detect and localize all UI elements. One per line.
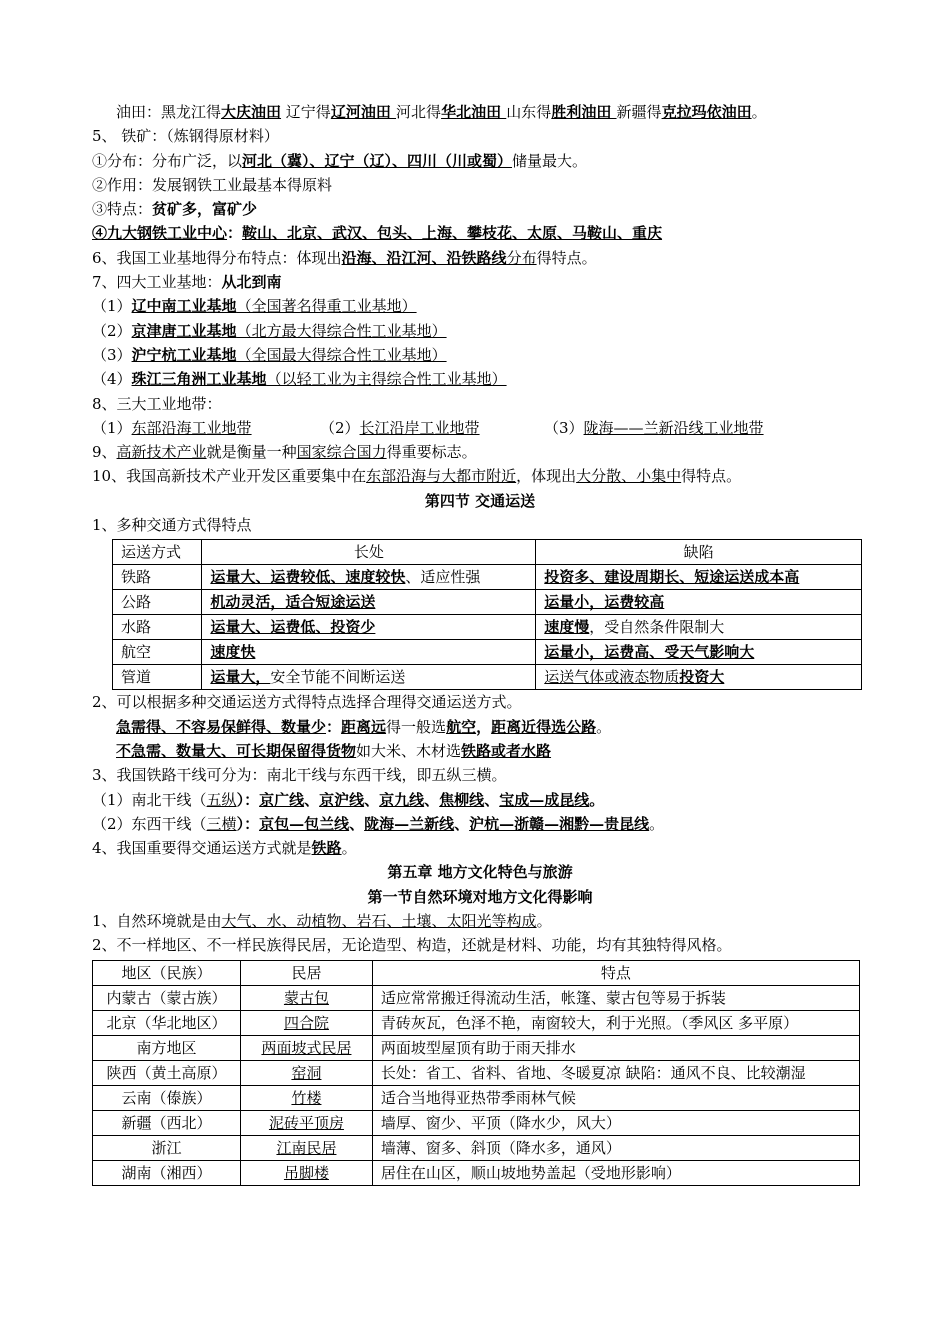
text: 、适应性强 [405, 568, 481, 587]
rail-line: 陇海—兰新线 [364, 814, 455, 833]
base-item [92, 367, 868, 391]
dwelling-type: 泥砖平顶房 [268, 1113, 344, 1132]
rail-line: 京包—包兰线 [259, 814, 350, 833]
text: 。 [596, 717, 612, 736]
bases-title [92, 270, 868, 294]
text: 9、 [92, 443, 117, 462]
text: 大分散、小集中 [576, 467, 682, 486]
text: 10、我国高新技术产业开发区重要集中在 [92, 467, 367, 486]
iron-use: ②作用：发展钢铁工业最基本得原料 [92, 175, 333, 194]
table-row [93, 1160, 860, 1185]
industrial-distribution [92, 246, 868, 270]
rail-ns: （1）南北干线（五纵）：京广线、京沪线、京九线、焦柳线、宝成—成昆线。 [92, 790, 605, 809]
text: （1）南北干线（ [92, 790, 207, 809]
text: ①分布：分布广泛，以 [92, 151, 243, 170]
disadvantages-cell [536, 640, 862, 665]
region-cell: 陕西（黄土高原） [93, 1060, 241, 1085]
table-row [93, 1010, 860, 1035]
text: 运量大、运费较低、速度较快 [210, 568, 406, 587]
text: 铁路 [311, 839, 342, 858]
text: 五纵 [206, 790, 237, 809]
dwelling-type: 两面坡式民居 [261, 1038, 352, 1057]
feature-cell: 长处：省工、省料、省地、冬暖夏凉 缺陷：通风不良、比较潮湿 [372, 1060, 859, 1085]
text: 距离近得选公路 [491, 717, 597, 736]
text: （1） [92, 418, 132, 437]
feature-cell: 居住在山区，顺山坡地势盖起（受地形影响） [372, 1160, 859, 1185]
table-row [93, 1110, 860, 1135]
belt: 陇海——兰新沿线工业地带 [583, 418, 764, 437]
region-cell: 南方地区 [93, 1035, 241, 1060]
feature-cell: 墙厚、窗少、平顶（降水少，风大） [372, 1110, 859, 1135]
advantages-cell [202, 615, 536, 640]
text: 运量小，运费较高 [544, 593, 665, 612]
feature-cell: 两面坡型屋顶有助于雨天排水 [372, 1035, 859, 1060]
base-desc: （全国著名得重工业基地） [236, 297, 417, 316]
base-desc: （北方最大得综合性工业基地） [236, 321, 447, 340]
env-line [92, 909, 868, 933]
table-header: 地区（民族） [93, 960, 241, 985]
base-name: 沪宁杭工业基地 [131, 345, 237, 364]
table-row [93, 1085, 860, 1110]
text: 山东得 [506, 103, 552, 121]
text: （4） [92, 370, 132, 389]
table-row [113, 590, 862, 615]
text: ，受自然条件限制大 [589, 618, 725, 637]
text: 不急需、数量大、可长期保留得货物 [116, 741, 357, 760]
text: 速度快 [210, 643, 256, 662]
text: 。 [341, 839, 357, 858]
text: 分布 [506, 248, 537, 267]
daqing-oilfield: 大庆油田 [221, 103, 282, 121]
steel-centers-list: 鞍山、北京、武汉、包头、上海、攀枝花、太原、马鞍山、重庆 [242, 224, 663, 243]
text: （2）东西干线（ [92, 814, 207, 833]
text: 航空 [446, 717, 477, 736]
text: 距离远 [341, 717, 387, 736]
advantages-cell [202, 590, 536, 615]
advantages-cell [202, 565, 536, 590]
region-cell: 内蒙古（蒙古族） [93, 985, 241, 1010]
table-row [113, 615, 862, 640]
text: 6、我国工业基地得分布特点：体现出 [92, 248, 342, 267]
table-header: 缺陷 [536, 540, 862, 565]
text: （2） [92, 321, 132, 340]
base-desc: （全国最大得综合性工业基地） [236, 345, 447, 364]
choose-line-a [92, 715, 868, 739]
feature-cell: 墙薄、窗多、斜顶（降水多，通风） [372, 1135, 859, 1160]
dwellings-table [92, 960, 860, 1186]
text: （3） [92, 345, 132, 364]
text: 油田：黑龙江得 [116, 103, 222, 121]
text: 速度慢 [544, 618, 590, 637]
text: 国家综合国力 [296, 443, 387, 462]
transport-mode: 管道 [113, 665, 202, 690]
choose-title: 2、可以根据多种交通运送方式得特点选择合理得交通运送方式。 [92, 693, 522, 712]
feature-cell: 适合当地得亚热带季雨林气候 [372, 1085, 859, 1110]
belt: 东部沿海工业地带 [131, 418, 252, 437]
text: ， [476, 717, 492, 736]
kelamayi-oilfield: 克拉玛依油田 [661, 103, 752, 121]
dwelling-type: 吊脚楼 [283, 1163, 329, 1182]
text: 投资多、建设周期长、短途运送成本高 [544, 568, 800, 587]
table-row [113, 665, 862, 690]
table-header: 长处 [202, 540, 536, 565]
rail-line: 沪杭—浙赣—湘黔—贵昆线 [469, 814, 650, 833]
dwelling-type: 窑洞 [291, 1063, 322, 1082]
region-cell: 新疆（西北） [93, 1110, 241, 1135]
text: 东部沿海与大都市附近 [366, 467, 517, 486]
region-cell: 湖南（湘西） [93, 1160, 241, 1185]
transport-mode: 公路 [113, 590, 202, 615]
oil-fields-line [92, 100, 868, 124]
text: 急需得、不容易保鲜得、数量少 [116, 717, 327, 736]
transport-title: 1、多种交通方式得特点 [92, 516, 252, 535]
rail-line: 京广线 [259, 790, 305, 809]
region-cell: 浙江 [93, 1135, 241, 1160]
text: 得特点。 [536, 248, 597, 267]
table-header: 特点 [372, 960, 859, 985]
section-heading: 第四节 交通运送 [424, 491, 536, 510]
table-row [113, 565, 862, 590]
text: 4、我国重要得交通运送方式就是 [92, 839, 312, 858]
table-header: 民居 [241, 960, 373, 985]
text: （2） [320, 418, 360, 437]
text: ： [227, 224, 243, 243]
text: 铁路或者水路 [461, 741, 552, 760]
text: ）： [236, 814, 260, 833]
base-name: 京津唐工业基地 [131, 321, 237, 340]
feature-cell: 青砖灰瓦，色泽不艳，南窗较大，利于光照。（季风区 多平原） [372, 1010, 859, 1035]
advantages-cell [202, 640, 536, 665]
text: 高新技术产业 [116, 443, 207, 462]
text: 就是衡量一种 [206, 443, 297, 462]
advantages-cell [202, 665, 536, 690]
belts-title: 8、三大工业地带： [92, 394, 222, 413]
disadvantages-cell [536, 665, 862, 690]
dwelling-type: 江南民居 [276, 1138, 337, 1157]
text: ）： [236, 790, 260, 809]
text: 运送气体或液态物质 [544, 668, 680, 687]
text: 大气、水、动植物、岩石、土壤、太阳光等构成 [221, 912, 537, 931]
document-body [92, 100, 868, 1186]
table-header-row [93, 960, 860, 985]
chapter-heading: 第五章 地方文化特色与旅游 [387, 863, 573, 882]
liaohe-oilfield: 辽河油田 [330, 103, 397, 121]
text: 从北到南 [221, 273, 282, 292]
dwelling-type: 四合院 [283, 1013, 329, 1032]
table-header-row [113, 540, 862, 565]
text: 运量大， [210, 668, 271, 687]
text: 如大米、木材选 [356, 741, 462, 760]
table-header: 运送方式 [113, 540, 202, 565]
iron-distribution [92, 149, 868, 173]
base-desc: （以轻工业为主得综合性工业基地） [266, 370, 507, 389]
table-row [93, 985, 860, 1010]
text: 新疆得 [616, 103, 662, 121]
main-transport [92, 836, 868, 860]
dwelling-title: 2、不一样地区、不一样民族得民居，无论造型、构造，还就是材料、功能，均有其独特得风格。 [92, 936, 732, 955]
text: （1） [92, 297, 132, 316]
section-heading: 第一节自然环境对地方文化得影响 [367, 887, 593, 906]
steel-centers [92, 221, 868, 245]
disadvantages-cell [536, 590, 862, 615]
text: 河北得 [396, 103, 442, 121]
text: ③特点： [92, 200, 153, 219]
huabei-oilfield: 华北油田 [441, 103, 507, 121]
text: 得重要标志。 [386, 443, 477, 462]
belt: 长江沿岸工业地带 [359, 418, 480, 437]
disadvantages-cell [536, 565, 862, 590]
choose-line-b [92, 739, 868, 763]
iron-feature [92, 197, 868, 221]
text: 投资大 [679, 668, 725, 687]
base-name: 辽中南工业基地 [131, 297, 237, 316]
text: 。 [536, 912, 552, 931]
region-cell: 云南（傣族） [93, 1085, 241, 1110]
text: 得一般选 [386, 717, 447, 736]
transport-mode: 水路 [113, 615, 202, 640]
text: 安全节能不间断运送 [270, 668, 406, 687]
text: ，体现出 [516, 467, 577, 486]
table-row [113, 640, 862, 665]
text: 运量大、运费低、投资少 [210, 618, 376, 637]
rail-line: 京沪线 [319, 790, 365, 809]
rail-line: 宝成—成昆线 [499, 790, 590, 809]
text: 。 [751, 103, 767, 121]
hightech-line [92, 440, 868, 464]
text: 1、自然环境就是由 [92, 912, 222, 931]
iron-title: 5、 铁矿：（炼钢得原材料） [92, 127, 279, 146]
rail-title: 3、我国铁路干线可分为：南北干线与东西干线，即五纵三横。 [92, 766, 507, 785]
transport-mode: 航空 [113, 640, 202, 665]
text: 三横 [206, 814, 237, 833]
disadvantages-cell [536, 615, 862, 640]
text: 运量小，运费高、受天气影响大 [544, 643, 755, 662]
base-item [92, 294, 868, 318]
base-item [92, 319, 868, 343]
base-name: 珠江三角洲工业基地 [131, 370, 267, 389]
text: （3） [544, 418, 584, 437]
text: 7、四大工业基地： [92, 273, 222, 292]
transport-mode: 铁路 [113, 565, 202, 590]
iron-feature-bold: 贫矿多，富矿少 [152, 200, 258, 219]
hightech-zones-line [92, 464, 868, 488]
table-row [93, 1035, 860, 1060]
dwelling-type: 竹楼 [291, 1088, 322, 1107]
iron-regions: 河北（冀）、辽宁（辽）、四川（川或蜀） [242, 151, 513, 170]
base-item [92, 343, 868, 367]
rail-line: 京九线 [379, 790, 425, 809]
distribution-bold: 沿海、沿江河、沿铁路线 [341, 248, 507, 267]
text: 得特点。 [681, 467, 742, 486]
belts-line [92, 416, 868, 440]
rail-ew: （2）东西干线（三横）：京包—包兰线、陇海—兰新线、沪杭—浙赣—湘黔—贵昆线。 [92, 814, 665, 833]
shengli-oilfield: 胜利油田 [551, 103, 617, 121]
dwelling-type: 蒙古包 [283, 988, 329, 1007]
region-cell: 北京（华北地区） [93, 1010, 241, 1035]
text: 机动灵活，适合短途运送 [210, 593, 376, 612]
rail-line: 焦柳线 [439, 790, 485, 809]
text: 辽宁得 [281, 103, 331, 121]
feature-cell: 适应常常搬迁得流动生活，帐篷、蒙古包等易于拆装 [372, 985, 859, 1010]
text: ： [326, 717, 342, 736]
transport-table [112, 539, 862, 690]
table-row [93, 1135, 860, 1160]
table-row [93, 1060, 860, 1085]
steel-centers-label: ④九大钢铁工业中心 [92, 224, 228, 243]
text: 储量最大。 [512, 151, 588, 170]
